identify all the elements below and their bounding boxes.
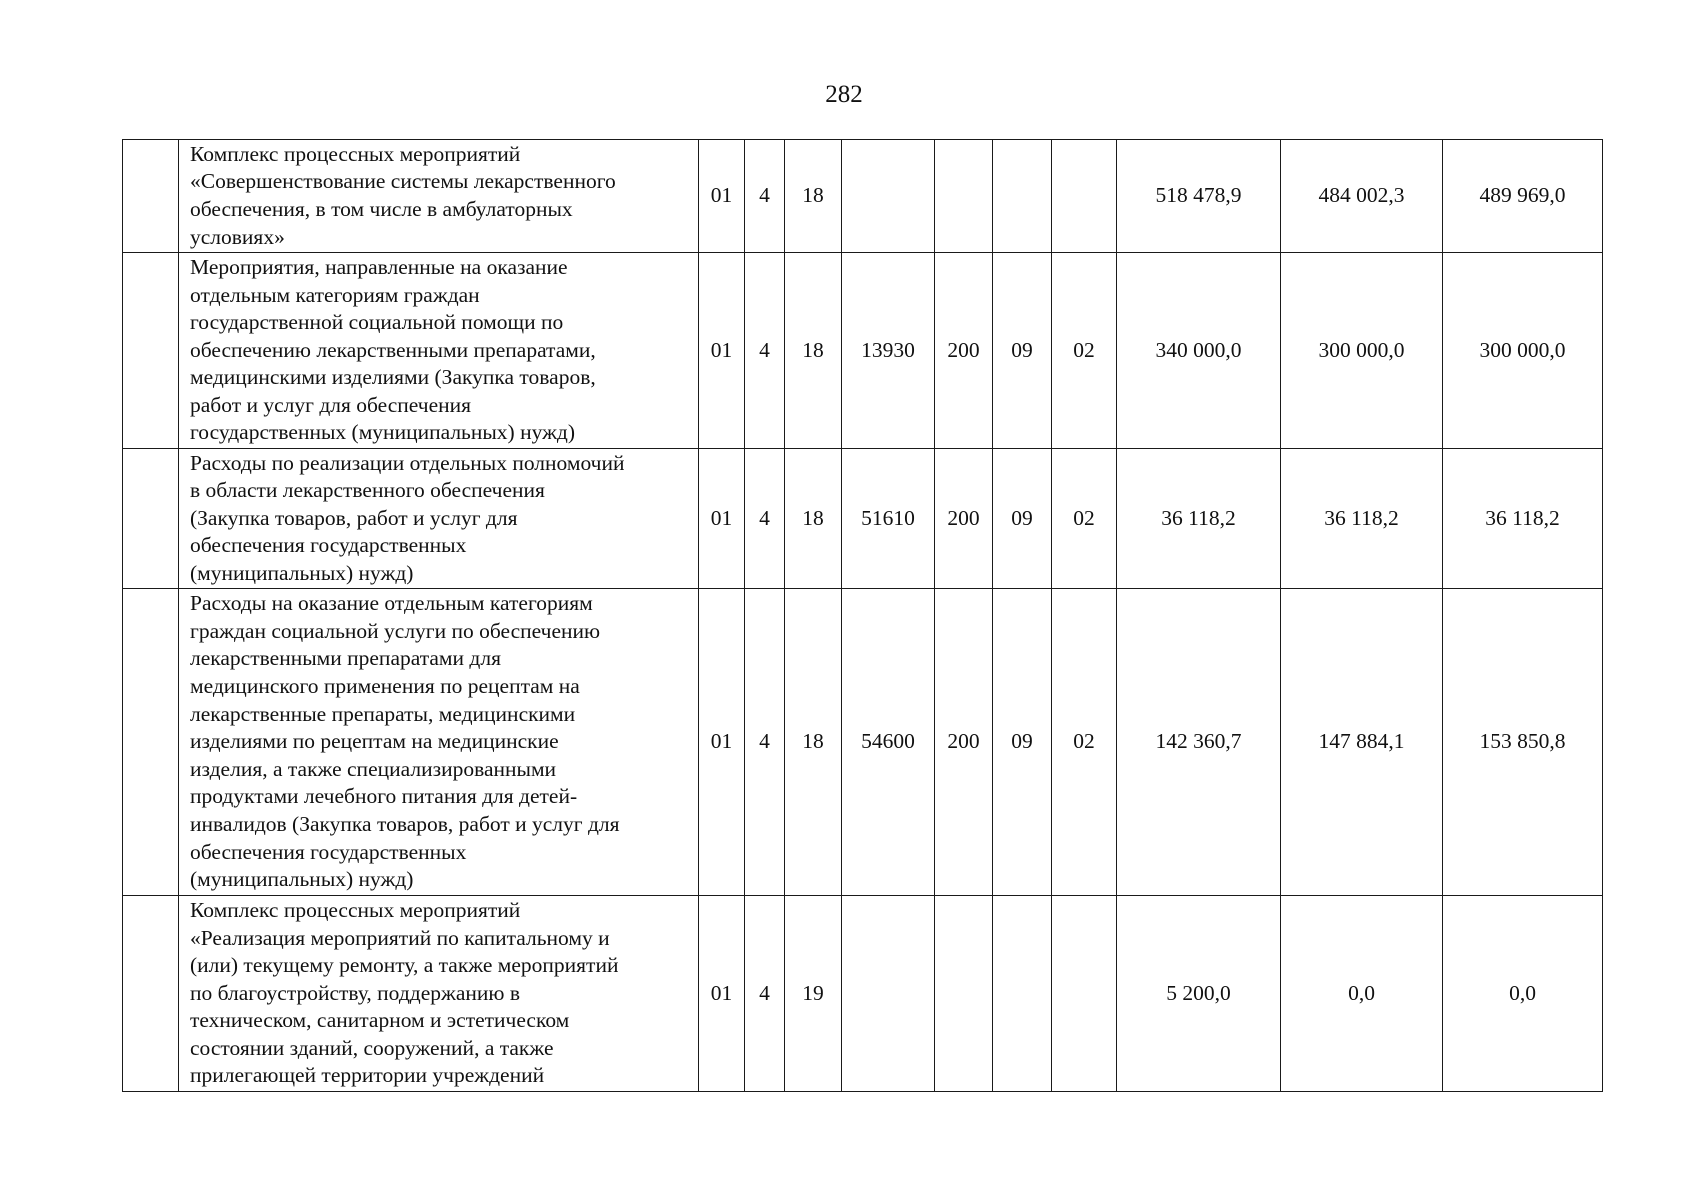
row-name-line: медицинскими изделиями (Закупка товаров, — [190, 365, 596, 390]
row-index-cell — [123, 896, 179, 1092]
table-row — [123, 896, 1603, 1092]
row-name-line: обеспечения, в том числе в амбулаторных — [190, 197, 573, 221]
program-code-cell: 01 — [699, 253, 745, 449]
row-name-line: Комплекс процессных мероприятий — [190, 897, 521, 922]
subprogram-type-cell: 4 — [745, 589, 785, 896]
subprogram-type-cell: 4 — [745, 896, 785, 1092]
row-name-line: по благоустройству, поддержанию в — [190, 980, 520, 1005]
structural-element-cell: 18 — [785, 589, 842, 896]
amount-year-3-cell: 36 118,2 — [1443, 449, 1603, 589]
row-name-line: (муниципальных) нужд) — [190, 867, 414, 892]
direction-code-cell: 13930 — [842, 253, 935, 449]
row-index-cell — [123, 140, 179, 253]
program-code-cell: 01 — [699, 896, 745, 1092]
row-name-line: граждан социальной услуги по обеспечению — [190, 618, 601, 643]
row-name-line: медицинского применения по рецептам на — [190, 674, 580, 699]
row-index-cell — [123, 253, 179, 449]
section-cell: 09 — [993, 449, 1052, 589]
expense-type-cell: 200 — [935, 253, 993, 449]
amount-year-1-cell: 340 000,0 — [1117, 253, 1281, 449]
amount-year-3-cell: 300 000,0 — [1443, 253, 1603, 449]
row-name-line: в области лекарственного обеспечения — [190, 478, 545, 503]
structural-element-cell: 18 — [785, 140, 842, 253]
structural-element-cell: 18 — [785, 253, 842, 449]
section-cell — [993, 140, 1052, 253]
subsection-cell — [1052, 140, 1117, 253]
row-name-line: Расходы по реализации отдельных полномочий — [190, 450, 625, 475]
row-name-line: лекарственными препаратами для — [190, 646, 501, 671]
page-number: 282 — [825, 81, 863, 108]
row-index-cell — [123, 449, 179, 589]
row-name-line: инвалидов (Закупка товаров, работ и услуг для — [190, 811, 620, 836]
amount-year-1-cell: 5 200,0 — [1117, 896, 1281, 1092]
row-name-line: условиях» — [190, 224, 285, 249]
amount-year-1-cell: 36 118,2 — [1117, 449, 1281, 589]
subprogram-type-cell: 4 — [745, 253, 785, 449]
row-name-cell — [179, 589, 699, 896]
row-name-line: обеспечения государственных — [190, 839, 467, 864]
row-name-line: работ и услуг для обеспечения — [190, 392, 472, 417]
row-name-line: техническом, санитарном и эстетическом — [190, 1008, 570, 1033]
row-name-line: «Реализация мероприятий по капитальному и — [190, 925, 610, 950]
amount-year-3-cell: 0,0 — [1443, 896, 1603, 1092]
row-name-line: Расходы на оказание отдельным категориям — [190, 591, 593, 616]
table-row — [123, 589, 1603, 896]
program-code-cell: 01 — [699, 140, 745, 253]
row-name-line: изделия, а также специализированными — [190, 756, 557, 781]
row-name-line: прилегающей территории учреждений — [190, 1063, 545, 1088]
expense-type-cell — [935, 140, 993, 253]
amount-year-3-cell: 489 969,0 — [1443, 140, 1603, 253]
section-cell: 09 — [993, 253, 1052, 449]
table-row — [123, 140, 1603, 253]
amount-year-1-cell: 142 360,7 — [1117, 589, 1281, 896]
row-name-line: Мероприятия, направленные на оказание — [190, 254, 568, 279]
row-name-cell — [179, 449, 699, 589]
amount-year-3-cell: 153 850,8 — [1443, 589, 1603, 896]
subsection-cell: 02 — [1052, 253, 1117, 449]
amount-year-2-cell: 484 002,3 — [1281, 140, 1443, 253]
row-name-line: состоянии зданий, сооружений, а также — [190, 1035, 554, 1060]
amount-year-2-cell: 147 884,1 — [1281, 589, 1443, 896]
amount-year-2-cell: 300 000,0 — [1281, 253, 1443, 449]
table-row — [123, 449, 1603, 589]
row-name-line: Комплекс процессных мероприятий — [190, 141, 521, 166]
row-name-line: государственных (муниципальных) нужд) — [190, 420, 576, 445]
direction-code-cell: 54600 — [842, 589, 935, 896]
row-name-cell — [179, 896, 699, 1092]
row-name-line: обеспечения государственных — [190, 533, 467, 558]
subsection-cell — [1052, 896, 1117, 1092]
program-code-cell: 01 — [699, 589, 745, 896]
row-name-line: «Совершенствование системы лекарственного — [190, 169, 616, 194]
amount-year-1-cell: 518 478,9 — [1117, 140, 1281, 253]
row-name-line: обеспечению лекарственными препаратами, — [190, 337, 596, 362]
expense-type-cell — [935, 896, 993, 1092]
expense-type-cell: 200 — [935, 589, 993, 896]
budget-table — [122, 139, 1603, 1092]
program-code-cell: 01 — [699, 449, 745, 589]
amount-year-2-cell: 0,0 — [1281, 896, 1443, 1092]
row-name-line: (Закупка товаров, работ и услуг для — [190, 505, 518, 530]
expense-type-cell: 200 — [935, 449, 993, 589]
table-row — [123, 253, 1603, 449]
row-name-cell — [179, 140, 699, 253]
structural-element-cell: 19 — [785, 896, 842, 1092]
row-name-line: отдельным категориям граждан — [190, 282, 480, 307]
section-cell: 09 — [993, 589, 1052, 896]
row-index-cell — [123, 589, 179, 896]
amount-year-2-cell: 36 118,2 — [1281, 449, 1443, 589]
direction-code-cell — [842, 896, 935, 1092]
section-cell — [993, 896, 1052, 1092]
structural-element-cell: 18 — [785, 449, 842, 589]
row-name-line: лекарственные препараты, медицинскими — [190, 701, 576, 726]
subprogram-type-cell: 4 — [745, 140, 785, 253]
direction-code-cell: 51610 — [842, 449, 935, 589]
row-name-cell — [179, 253, 699, 449]
row-name-line: продуктами лечебного питания для детей- — [190, 784, 578, 809]
subsection-cell: 02 — [1052, 589, 1117, 896]
row-name-line: (муниципальных) нужд) — [190, 560, 414, 585]
subprogram-type-cell: 4 — [745, 449, 785, 589]
subsection-cell: 02 — [1052, 449, 1117, 589]
row-name-line: государственной социальной помощи по — [190, 310, 564, 335]
row-name-line: (или) текущему ремонту, а также мероприятий — [190, 953, 619, 978]
direction-code-cell — [842, 140, 935, 253]
row-name-line: изделиями по рецептам на медицинские — [190, 729, 559, 754]
